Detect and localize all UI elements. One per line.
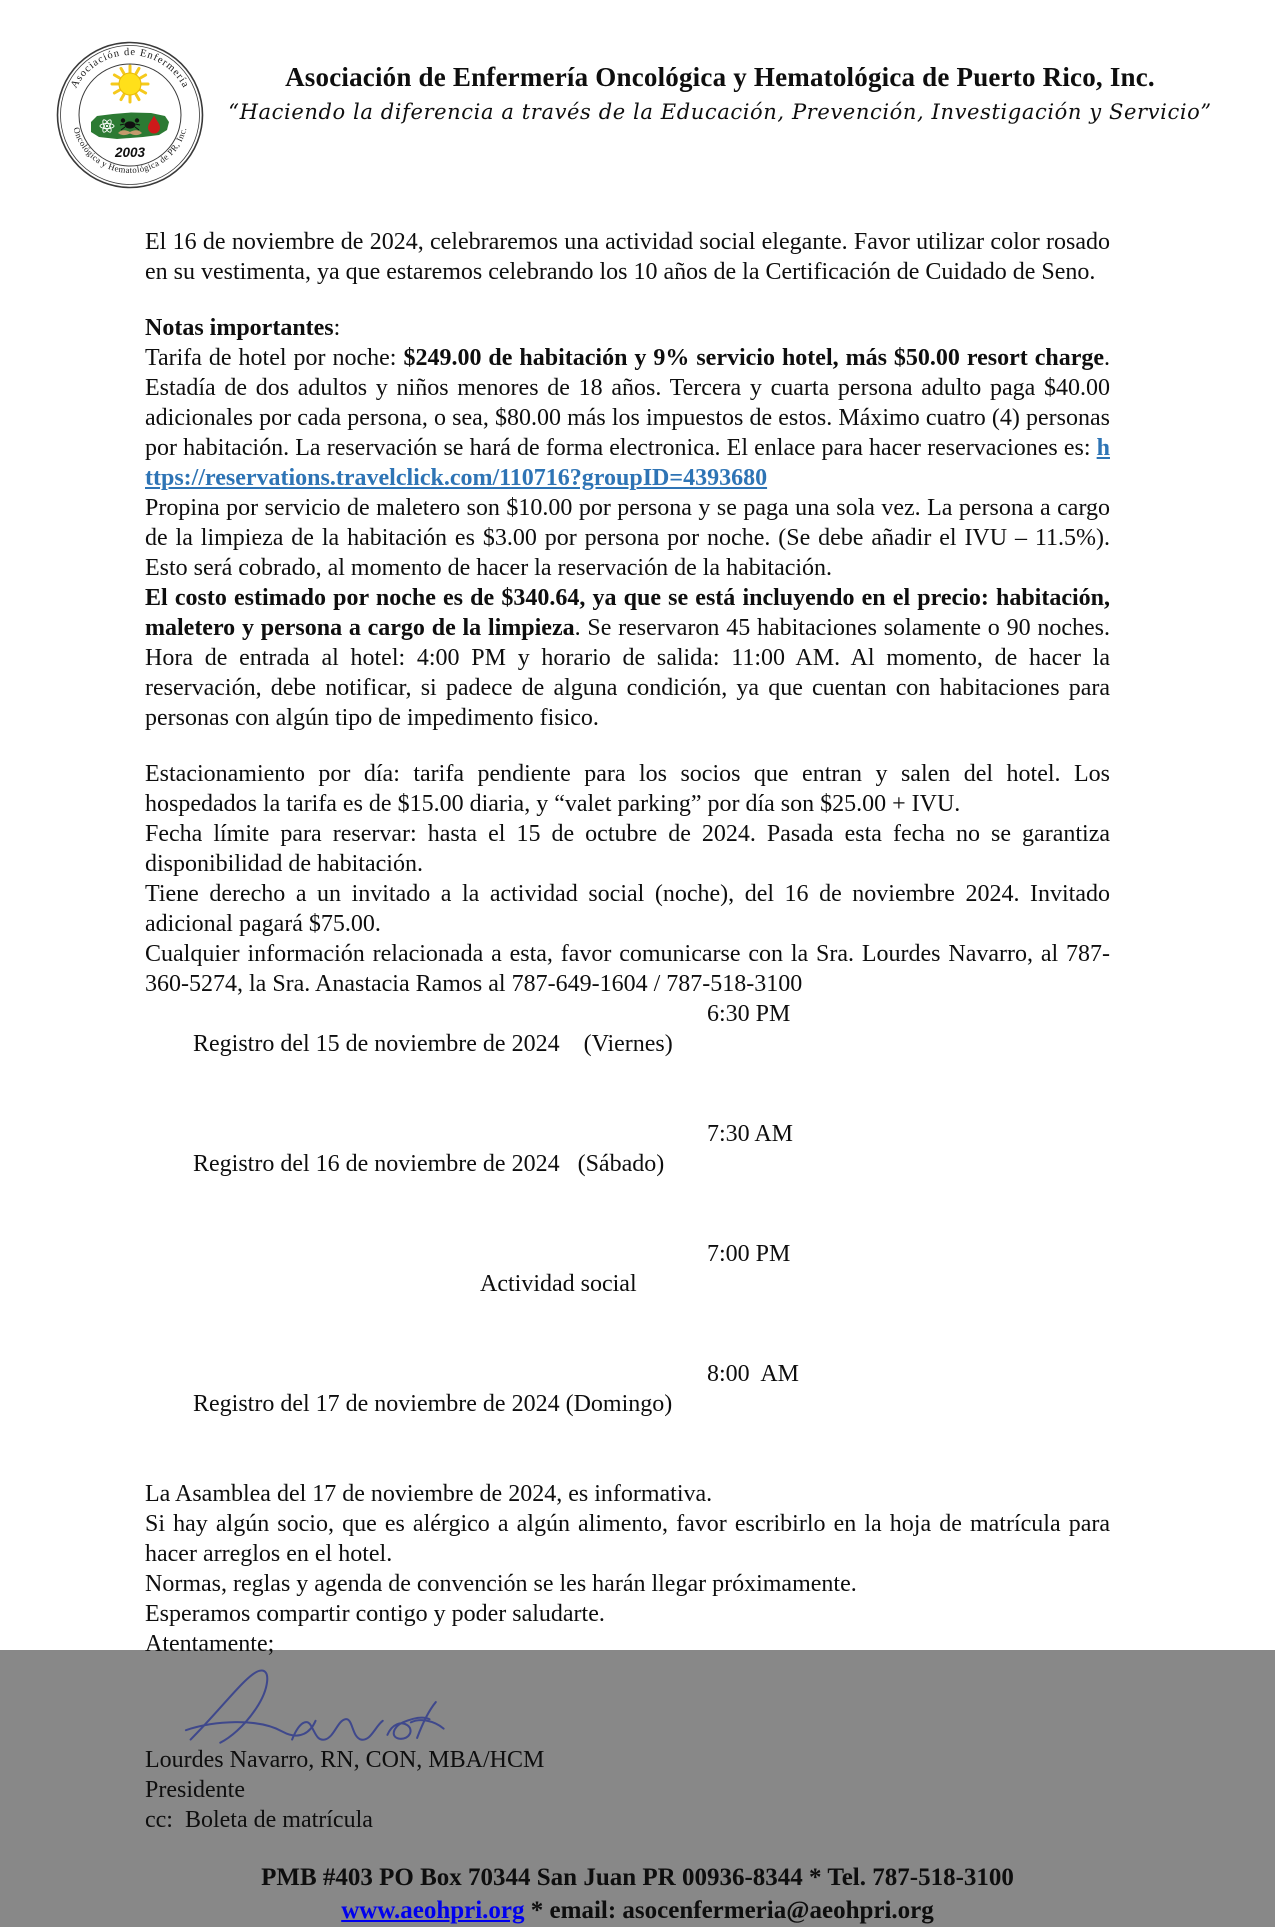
- signature: [145, 1663, 1110, 1745]
- footer-address: PMB #403 PO Box 70344 San Juan PR 00936-8344 * Tel. 787-518-3100: [261, 1864, 1014, 1891]
- schedule-row: [145, 1119, 1110, 1239]
- paragraph-propina: Propina por servicio de maletero son $10.00 por persona y se paga una sola vez. La persona a cargo de la limpieza de la habitación es $3.00 por persona por noche. (Se debe añadir el IVU – 11.5%). Esto será cobrado, al momento de hacer la reservación de la habitación.: [145, 495, 1110, 581]
- paragraph-despedida: Esperamos compartir contigo y poder saludarte.: [145, 1601, 605, 1627]
- schedule-row: [145, 1239, 1110, 1359]
- paragraph-fecha-limite: Fecha límite para reservar: hasta el 15 de octubre de 2024. Pasada esta fecha no se garantiza disponibilidad de habitación.: [145, 821, 1110, 877]
- tarifa-pre: Tarifa de hotel por noche:: [145, 345, 404, 371]
- schedule-row: [145, 999, 1110, 1119]
- letter-body: [145, 227, 1110, 1835]
- island-icon: [91, 113, 169, 140]
- reservation-link[interactable]: https://reservations.travelclick.com/110716?groupID=4393680: [145, 435, 1110, 491]
- notas-heading-colon: :: [333, 315, 341, 341]
- paragraph-normas: Normas, reglas y agenda de convención se les harán llegar próximamente.: [145, 1571, 857, 1597]
- seal-top-text: Asociación de Enfermería: [69, 46, 192, 91]
- letterhead: [0, 0, 1275, 195]
- signature-icon: [145, 1663, 490, 1745]
- notas-heading-bold: Notas importantes: [145, 315, 334, 341]
- tarifa-mid: . Estadía de dos adultos y niños menores de 18 años. Tercera y cuarta persona adulto paga $40.00 adicionales por cada persona, o sea, $80.00 más los impuestos de estos. Máximo cuatro (4) personas por habitación. La reservación se hará de forma electronica. El enlace para hacer reservaciones es:: [145, 345, 1111, 461]
- footer-contacts: [0, 1894, 1275, 1927]
- paragraph-asamblea: La Asamblea del 17 de noviembre de 2024, es informativa.: [145, 1481, 713, 1507]
- org-logo: [55, 40, 205, 195]
- org-name: Asociación de Enfermería Oncológica y Hematológica de Puerto Rico, Inc.: [285, 62, 1155, 92]
- schedule-time: 6:30 PM: [707, 1001, 791, 1027]
- seal-bottom-text: Oncológica y Hematológica de PR, Inc.: [71, 125, 189, 176]
- tarifa-bold: $249.00 de habitación y 9% servicio hotel, más $50.00 resort charge: [403, 345, 1105, 371]
- notas-heading: [145, 313, 1110, 343]
- paragraph-alergias: Si hay algún socio, que es alérgico a algún alimento, favor escribirlo en la hoja de matrícula para hacer arreglos en el hotel.: [145, 1511, 1110, 1567]
- signer-title: Presidente: [145, 1777, 245, 1803]
- letter-footer: [0, 1861, 1275, 1927]
- website-link[interactable]: www.aeohpri.org: [341, 1897, 525, 1924]
- schedule-time: 7:30 AM: [707, 1121, 794, 1147]
- letterhead-text: [205, 40, 1235, 124]
- schedule-time: 8:00 AM: [707, 1361, 800, 1387]
- schedule-row: [145, 1359, 1110, 1479]
- paragraph-costo: [145, 583, 1110, 733]
- paragraph-estacionamiento: Estacionamiento por día: tarifa pendiente para los socios que entran y salen del hotel. Los hospedados la tarifa es de $15.00 diaria, y “valet parking” por día son $25.00 + IVU.: [145, 761, 1110, 817]
- paragraph-intro: El 16 de noviembre de 2024, celebraremos una actividad social elegante. Favor utilizar color rosado en su vestimenta, ya que estaremos celebrando los 10 años de la Certificación de Cuidado de Seno.: [145, 229, 1110, 285]
- paragraph-contacto: Cualquier información relacionada a esta, favor comunicarse con la Sra. Lourdes Navarro, al 787-360-5274, la Sra. Anastacia Ramos al 787-649-1604 / 787-518-3100: [145, 941, 1110, 997]
- schedule-label: Registro del 15 de noviembre de 2024 (Viernes): [193, 1031, 673, 1057]
- paragraph-invitado: Tiene derecho a un invitado a la actividad social (noche), del 16 de noviembre 2024. Invitado adicional pagará $75.00.: [145, 881, 1110, 937]
- org-tagline: “Haciendo la diferencia a través de la Educación, Prevención, Investigación y Servicio”: [228, 100, 1212, 124]
- schedule-label: Registro del 17 de noviembre de 2024 (Domingo): [193, 1391, 673, 1417]
- seal-year: 2003: [114, 145, 146, 160]
- schedule-label: Actividad social: [480, 1271, 637, 1297]
- schedule: [145, 999, 1110, 1479]
- costo-rest: . Se reservaron 45 habitaciones solamente o 90 noches. Hora de entrada al hotel: 4:00 PM y horario de salida: 11:00 AM. Al momento, de hacer la reservación, debe notificar, si padece de alguna condición, ya que cuentan con habitaciones para personas con algún tipo de impedimento fisico.: [145, 615, 1110, 731]
- schedule-label: Registro del 16 de noviembre de 2024 (Sábado): [193, 1151, 665, 1177]
- org-seal-icon: [55, 40, 205, 190]
- cc-line: cc: Boleta de matrícula: [145, 1807, 373, 1833]
- footer-email: * email: asocenfermeria@aeohpri.org: [524, 1897, 934, 1924]
- signer-name: Lourdes Navarro, RN, CON, MBA/HCM: [145, 1747, 545, 1773]
- paragraph-tarifa: [145, 343, 1110, 493]
- schedule-time: 7:00 PM: [707, 1241, 791, 1267]
- costo-bold: El costo estimado por noche es de $340.64, ya que se está incluyendo en el precio: habitación, maletero y persona a cargo de la limpieza: [145, 585, 1110, 641]
- paragraph-atentamente: Atentamente;: [145, 1631, 275, 1657]
